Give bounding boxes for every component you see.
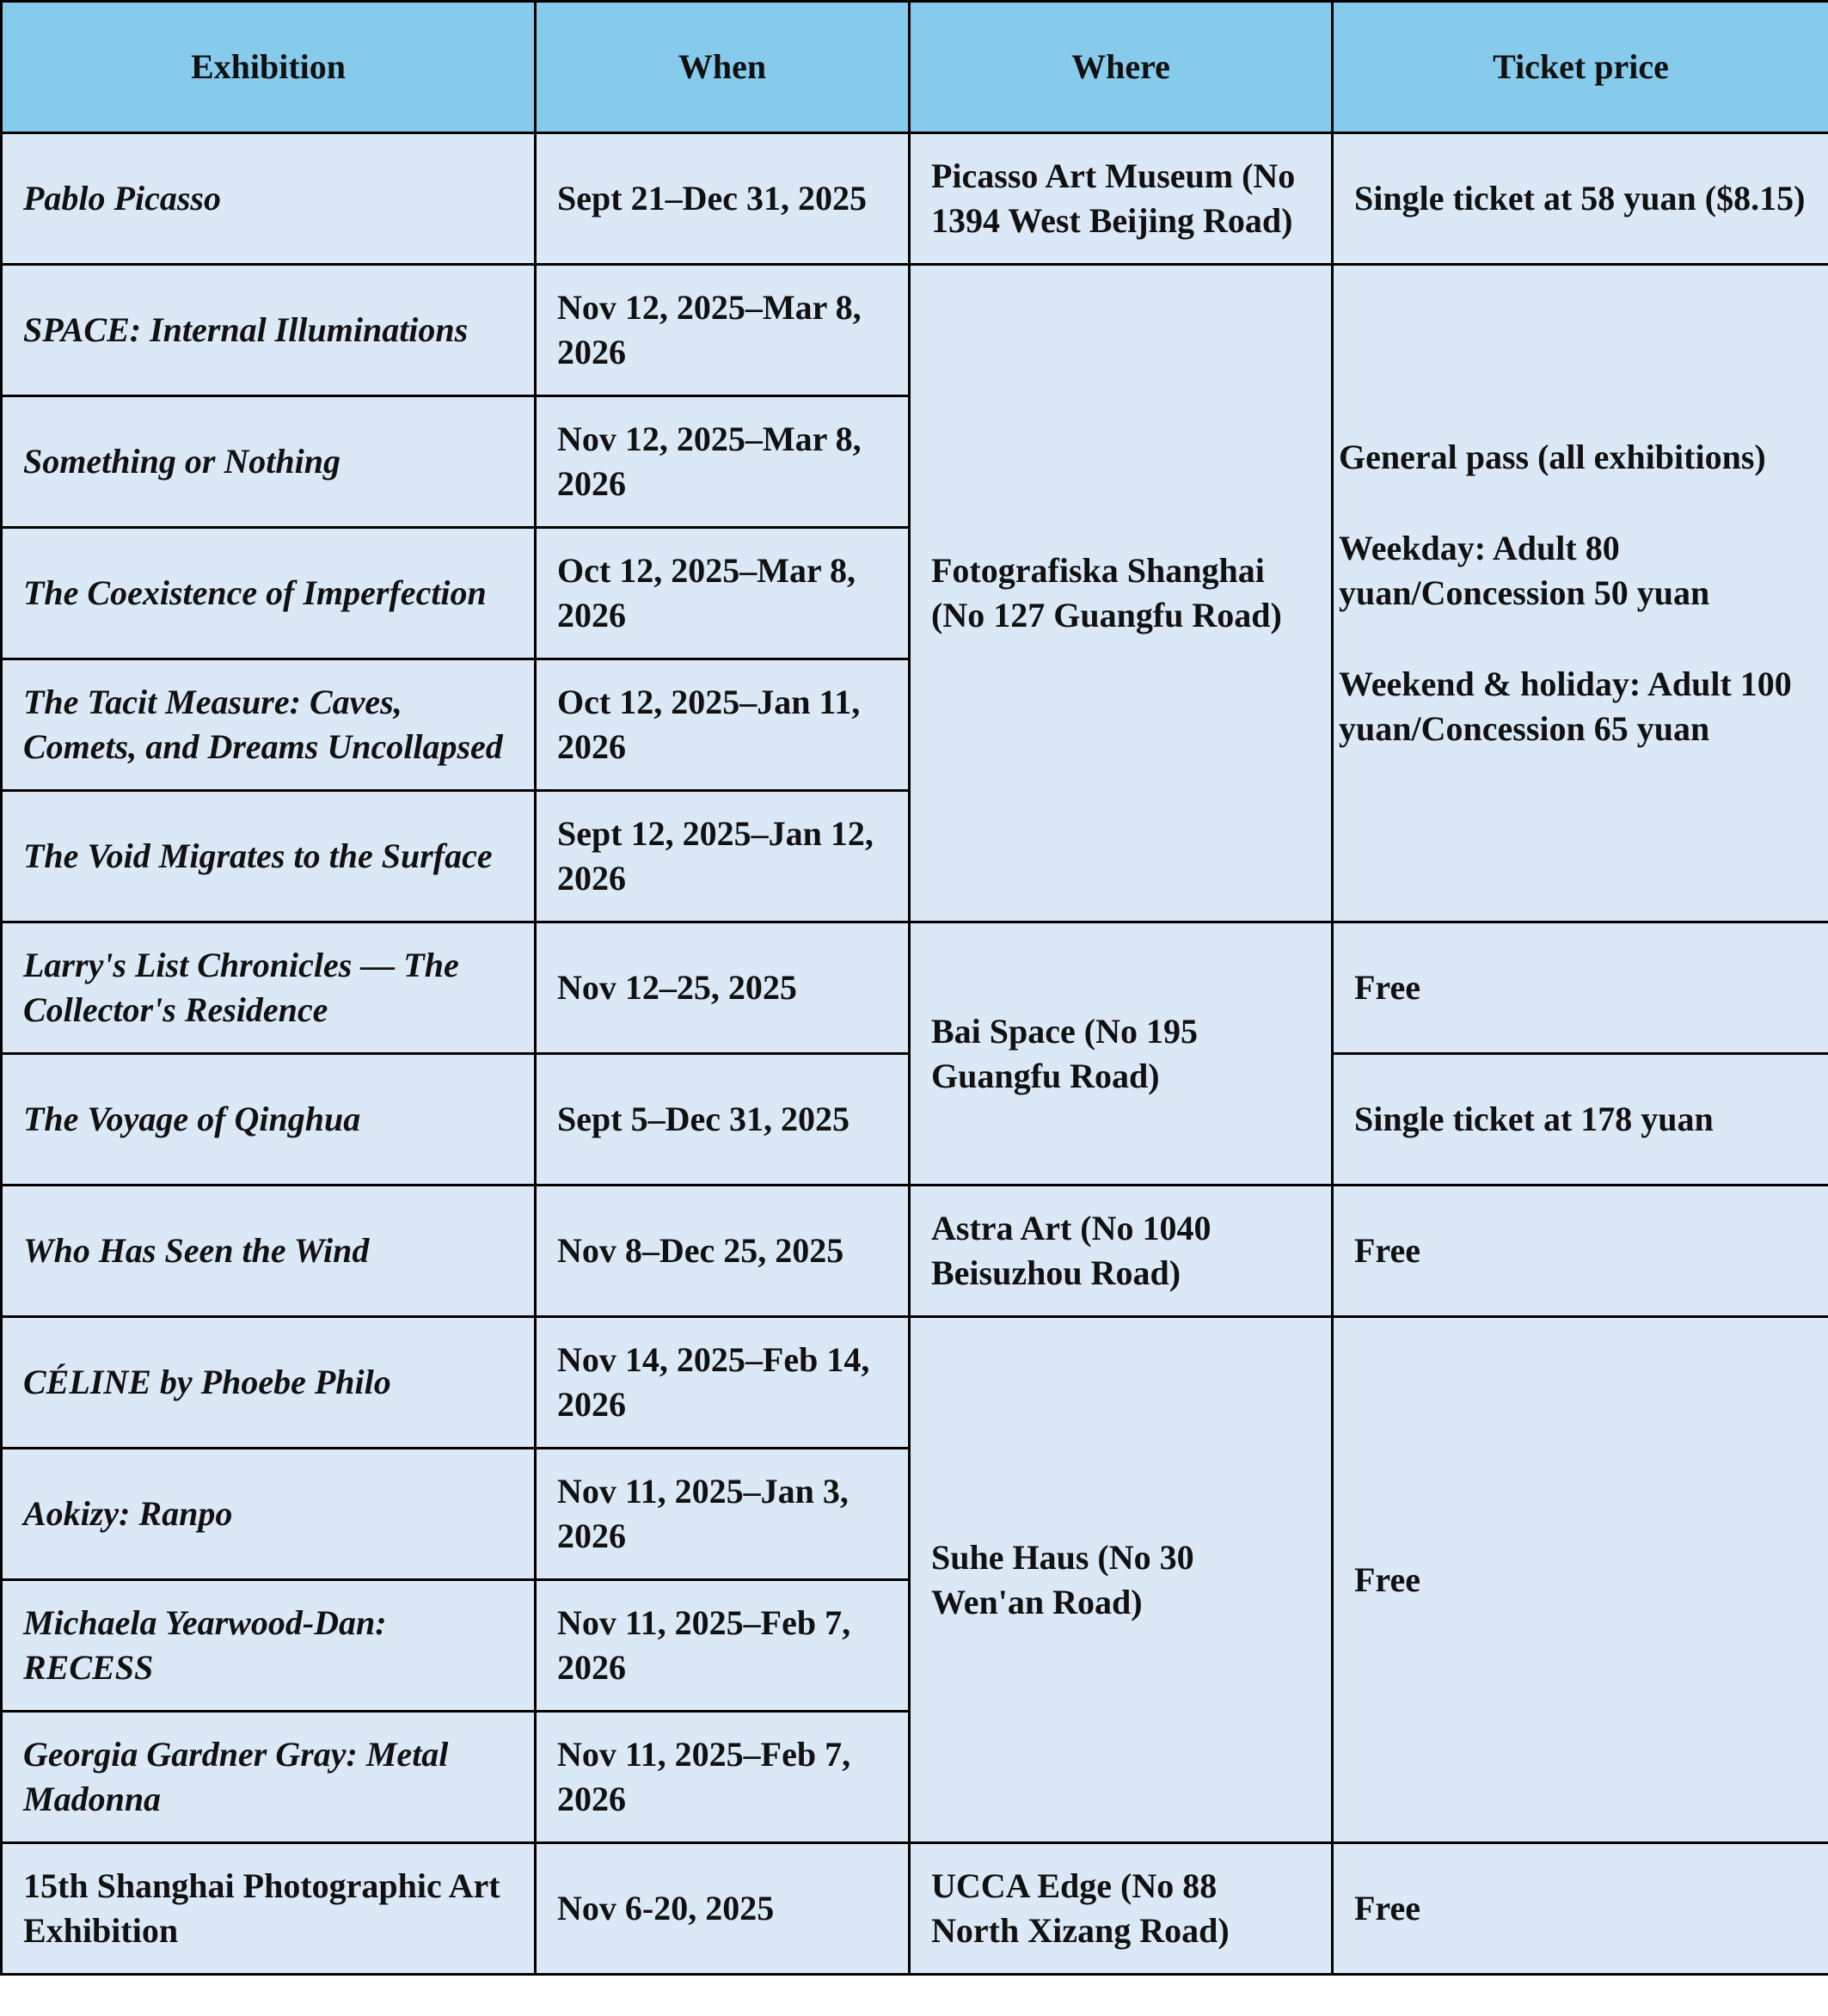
- venue: UCCA Edge (No 88 North Xizang Road): [910, 1843, 1333, 1975]
- exhibition-dates: Nov 11, 2025–Jan 3, 2026: [536, 1449, 910, 1580]
- venue: Picasso Art Museum (No 1394 West Beijing Road): [910, 133, 1333, 265]
- exhibition-name: SPACE: Internal Illuminations: [2, 265, 536, 396]
- header-row: [2, 2, 1828, 133]
- venue: Astra Art (No 1040 Beisuzhou Road): [910, 1186, 1333, 1317]
- exhibition-dates: Nov 12, 2025–Mar 8, 2026: [536, 396, 910, 528]
- exhibition-name: Michaela Yearwood-Dan: RECESS: [2, 1580, 536, 1712]
- venue: Bai Space (No 195 Guangfu Road): [910, 922, 1333, 1186]
- exhibition-name: Who Has Seen the Wind: [2, 1186, 536, 1317]
- exhibition-dates: Nov 11, 2025–Feb 7, 2026: [536, 1712, 910, 1843]
- ticket-price: Single ticket at 178 yuan: [1333, 1054, 1828, 1186]
- table-row: [2, 265, 1828, 396]
- exhibition-name: The Voyage of Qinghua: [2, 1054, 536, 1186]
- exhibition-dates: Sept 21–Dec 31, 2025: [536, 133, 910, 265]
- exhibition-name: The Tacit Measure: Caves, Comets, and Dreams Uncollapsed: [2, 659, 536, 791]
- venue: Fotografiska Shanghai (No 127 Guangfu Road): [910, 265, 1333, 922]
- ticket-price: [1333, 265, 1828, 922]
- exhibition-name: CÉLINE by Phoebe Philo: [2, 1317, 536, 1449]
- table-row: [2, 133, 1828, 265]
- exhibition-dates: Nov 8–Dec 25, 2025: [536, 1186, 910, 1317]
- exhibition-name: The Void Migrates to the Surface: [2, 791, 536, 922]
- exhibition-dates: Sept 5–Dec 31, 2025: [536, 1054, 910, 1186]
- ticket-price: Free: [1333, 1843, 1828, 1975]
- weekday-price: Weekday: Adult 80 yuan/Concession 50 yuan: [1339, 529, 1710, 612]
- exhibition-dates: Oct 12, 2025–Mar 8, 2026: [536, 528, 910, 659]
- exhibition-name: Something or Nothing: [2, 396, 536, 528]
- ticket-price: Free: [1333, 1186, 1828, 1317]
- table-row: [2, 1843, 1828, 1975]
- exhibition-dates: Nov 6-20, 2025: [536, 1843, 910, 1975]
- exhibition-dates: Oct 12, 2025–Jan 11, 2026: [536, 659, 910, 791]
- exhibition-dates: Nov 12–25, 2025: [536, 922, 910, 1054]
- header-when: When: [536, 2, 910, 133]
- venue: Suhe Haus (No 30 Wen'an Road): [910, 1317, 1333, 1843]
- exhibition-dates: Nov 11, 2025–Feb 7, 2026: [536, 1580, 910, 1712]
- header-exhibition: Exhibition: [2, 2, 536, 133]
- exhibition-dates: Sept 12, 2025–Jan 12, 2026: [536, 791, 910, 922]
- table-row: [2, 1186, 1828, 1317]
- exhibition-dates: Nov 12, 2025–Mar 8, 2026: [536, 265, 910, 396]
- header-ticket-price: Ticket price: [1333, 2, 1828, 133]
- exhibition-name: 15th Shanghai Photographic Art Exhibition: [2, 1843, 536, 1975]
- ticket-price: Free: [1333, 1317, 1828, 1843]
- ticket-price: Free: [1333, 922, 1828, 1054]
- table-row: [2, 1317, 1828, 1449]
- exhibition-name: The Coexistence of Imperfection: [2, 528, 536, 659]
- weekend-price: Weekend & holiday: Adult 100 yuan/Concession 65 yuan: [1339, 665, 1792, 748]
- table-row: [2, 922, 1828, 1054]
- header-where: Where: [910, 2, 1333, 133]
- exhibition-name: Aokizy: Ranpo: [2, 1449, 536, 1580]
- exhibition-name: Georgia Gardner Gray: Metal Madonna: [2, 1712, 536, 1843]
- exhibition-name: Pablo Picasso: [2, 133, 536, 265]
- general-pass-label: General pass (all exhibitions): [1339, 438, 1766, 476]
- exhibition-name: Larry's List Chronicles — The Collector's Residence: [2, 922, 536, 1054]
- exhibition-dates: Nov 14, 2025–Feb 14, 2026: [536, 1317, 910, 1449]
- ticket-price: Single ticket at 58 yuan ($8.15): [1333, 133, 1828, 265]
